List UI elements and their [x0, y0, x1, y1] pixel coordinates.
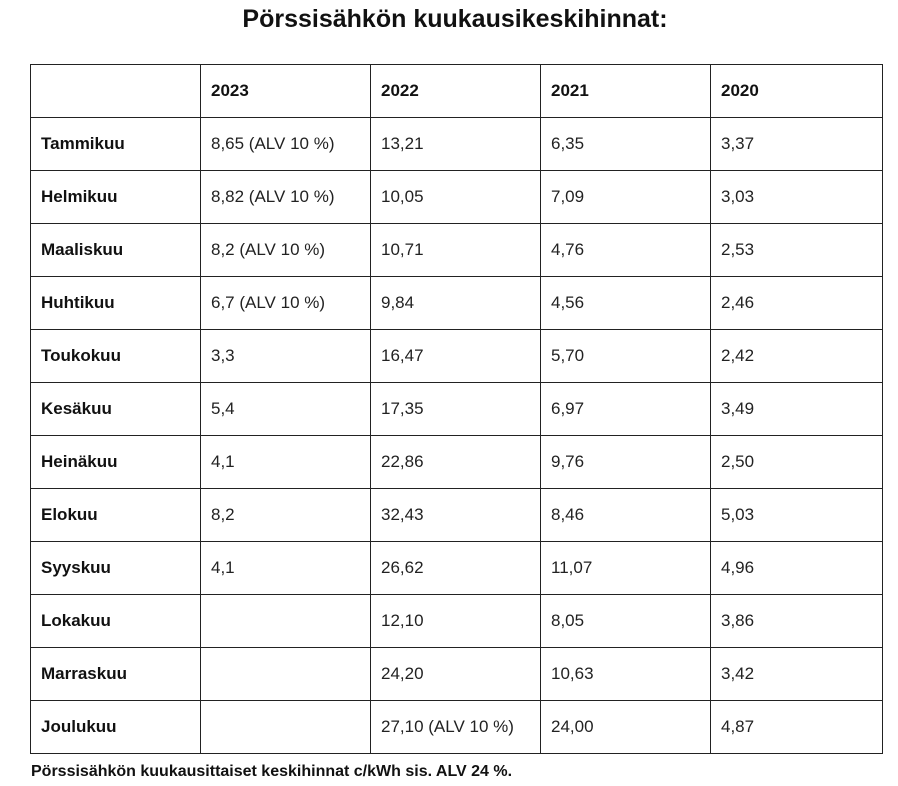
month-cell: Marraskuu [31, 648, 201, 701]
column-header-2022: 2022 [371, 65, 541, 118]
value-2021-cell: 6,97 [541, 383, 711, 436]
value-2020-cell: 5,03 [711, 489, 883, 542]
value-2020-cell: 3,49 [711, 383, 883, 436]
month-cell: Maaliskuu [31, 224, 201, 277]
value-2022-cell: 27,10 (ALV 10 %) [371, 701, 541, 754]
value-2022-cell: 32,43 [371, 489, 541, 542]
value-2021-cell: 8,05 [541, 595, 711, 648]
value-2020-cell: 2,42 [711, 330, 883, 383]
month-cell: Syyskuu [31, 542, 201, 595]
value-2022-cell: 12,10 [371, 595, 541, 648]
value-2020-cell: 4,96 [711, 542, 883, 595]
value-2023-cell: 8,65 (ALV 10 %) [201, 118, 371, 171]
table-row [31, 118, 883, 171]
value-2021-cell: 10,63 [541, 648, 711, 701]
value-2022-cell: 26,62 [371, 542, 541, 595]
value-2022-cell: 13,21 [371, 118, 541, 171]
value-2022-cell: 22,86 [371, 436, 541, 489]
table-row [31, 701, 883, 754]
table-header-row [31, 65, 883, 118]
value-2021-cell: 11,07 [541, 542, 711, 595]
value-2020-cell: 3,86 [711, 595, 883, 648]
value-2023-cell [201, 648, 371, 701]
value-2023-cell: 8,2 [201, 489, 371, 542]
value-2022-cell: 16,47 [371, 330, 541, 383]
column-header-month [31, 65, 201, 118]
value-2023-cell: 5,4 [201, 383, 371, 436]
value-2020-cell: 3,37 [711, 118, 883, 171]
month-cell: Huhtikuu [31, 277, 201, 330]
value-2020-cell: 2,50 [711, 436, 883, 489]
table-row [31, 330, 883, 383]
value-2023-cell: 8,2 (ALV 10 %) [201, 224, 371, 277]
value-2020-cell: 3,42 [711, 648, 883, 701]
column-header-2020: 2020 [711, 65, 883, 118]
value-2020-cell: 2,53 [711, 224, 883, 277]
value-2021-cell: 7,09 [541, 171, 711, 224]
month-cell: Tammikuu [31, 118, 201, 171]
value-2021-cell: 5,70 [541, 330, 711, 383]
table-row [31, 648, 883, 701]
table-row [31, 595, 883, 648]
value-2020-cell: 4,87 [711, 701, 883, 754]
value-2021-cell: 6,35 [541, 118, 711, 171]
value-2023-cell [201, 595, 371, 648]
price-table [30, 64, 883, 754]
value-2023-cell: 8,82 (ALV 10 %) [201, 171, 371, 224]
month-cell: Helmikuu [31, 171, 201, 224]
table-row [31, 224, 883, 277]
month-cell: Heinäkuu [31, 436, 201, 489]
value-2021-cell: 9,76 [541, 436, 711, 489]
value-2023-cell: 3,3 [201, 330, 371, 383]
value-2021-cell: 8,46 [541, 489, 711, 542]
page-title: Pörssisähkön kuukausikeskihinnat: [242, 5, 668, 33]
month-cell: Lokakuu [31, 595, 201, 648]
month-cell: Elokuu [31, 489, 201, 542]
value-2021-cell: 4,76 [541, 224, 711, 277]
value-2023-cell: 4,1 [201, 436, 371, 489]
value-2022-cell: 9,84 [371, 277, 541, 330]
month-cell: Joulukuu [31, 701, 201, 754]
value-2020-cell: 3,03 [711, 171, 883, 224]
table-row [31, 542, 883, 595]
value-2021-cell: 4,56 [541, 277, 711, 330]
month-cell: Kesäkuu [31, 383, 201, 436]
value-2020-cell: 2,46 [711, 277, 883, 330]
value-2023-cell [201, 701, 371, 754]
value-2022-cell: 10,05 [371, 171, 541, 224]
table-row [31, 383, 883, 436]
column-header-2023: 2023 [201, 65, 371, 118]
value-2022-cell: 24,20 [371, 648, 541, 701]
table-row [31, 171, 883, 224]
value-2023-cell: 4,1 [201, 542, 371, 595]
table-body [31, 118, 883, 754]
table-row [31, 436, 883, 489]
value-2022-cell: 17,35 [371, 383, 541, 436]
value-2022-cell: 10,71 [371, 224, 541, 277]
table-row [31, 277, 883, 330]
month-cell: Toukokuu [31, 330, 201, 383]
table-caption: Pörssisähkön kuukausittaiset keskihinnat c/kWh sis. ALV 24 %. [31, 763, 513, 780]
column-header-2021: 2021 [541, 65, 711, 118]
table-row [31, 489, 883, 542]
value-2023-cell: 6,7 (ALV 10 %) [201, 277, 371, 330]
value-2021-cell: 24,00 [541, 701, 711, 754]
